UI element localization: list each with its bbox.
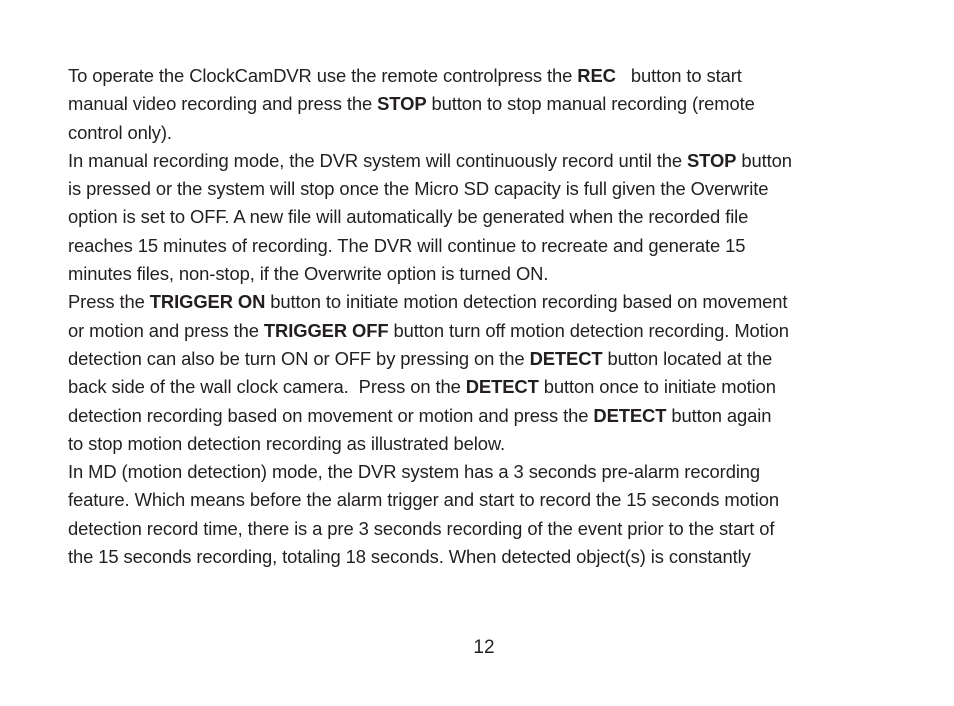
text-line: reaches 15 minutes of recording. The DVR will continue to recreate and generate 15 bbox=[68, 234, 746, 256]
text-line: To operate the ClockCamDVR use the remote controlpress the REC button to start bbox=[68, 65, 742, 86]
stop-button-term: STOP bbox=[377, 93, 427, 115]
text-line: manual video recording and press the STOP button to stop manual recording (remote bbox=[68, 93, 755, 115]
rec-button-term: REC bbox=[577, 65, 616, 86]
body-text bbox=[68, 62, 918, 571]
page-number: 12 bbox=[473, 637, 495, 658]
text-line: detection can also be turn ON or OFF by pressing on the DETECT button located at the bbox=[68, 347, 773, 369]
text-line: to stop motion detection recording as illustrated below. bbox=[68, 432, 506, 454]
detect-button-term: DETECT bbox=[593, 404, 667, 426]
text-line: Press the TRIGGER ON button to initiate motion detection recording based on movement bbox=[68, 291, 788, 313]
text-line: detection recording based on movement or motion and press the DETECT button again bbox=[68, 404, 772, 426]
text-line: option is set to OFF. A new file will automatically be generated when the recorded file bbox=[68, 206, 749, 228]
detect-button-term: DETECT bbox=[465, 376, 539, 398]
trigger-on-button-term: TRIGGER ON bbox=[149, 291, 266, 313]
text-line: control only). bbox=[68, 121, 172, 143]
stop-button-term: STOP bbox=[687, 149, 737, 171]
text-line: detection record time, there is a pre 3 seconds recording of the event prior to the start of bbox=[68, 517, 775, 539]
text-line: or motion and press the TRIGGER OFF button turn off motion detection recording. Motion bbox=[68, 319, 789, 341]
text-line: In manual recording mode, the DVR system will continuously record until the STOP button bbox=[68, 149, 792, 171]
detect-button-term: DETECT bbox=[529, 347, 603, 369]
text-line: In MD (motion detection) mode, the DVR system has a 3 seconds pre-alarm recording bbox=[68, 461, 761, 483]
text-line: minutes files, non-stop, if the Overwrite option is turned ON. bbox=[68, 263, 549, 285]
text-line: the 15 seconds recording, totaling 18 seconds. When detected object(s) is constantly bbox=[68, 546, 751, 568]
text-line: is pressed or the system will stop once the Micro SD capacity is full given the Overwrite bbox=[68, 178, 769, 200]
text-line: feature. Which means before the alarm trigger and start to record the 15 seconds motion bbox=[68, 489, 779, 511]
text-line: back side of the wall clock camera. Press on the DETECT button once to initiate motion bbox=[68, 376, 776, 398]
trigger-off-button-term: TRIGGER OFF bbox=[263, 319, 389, 341]
